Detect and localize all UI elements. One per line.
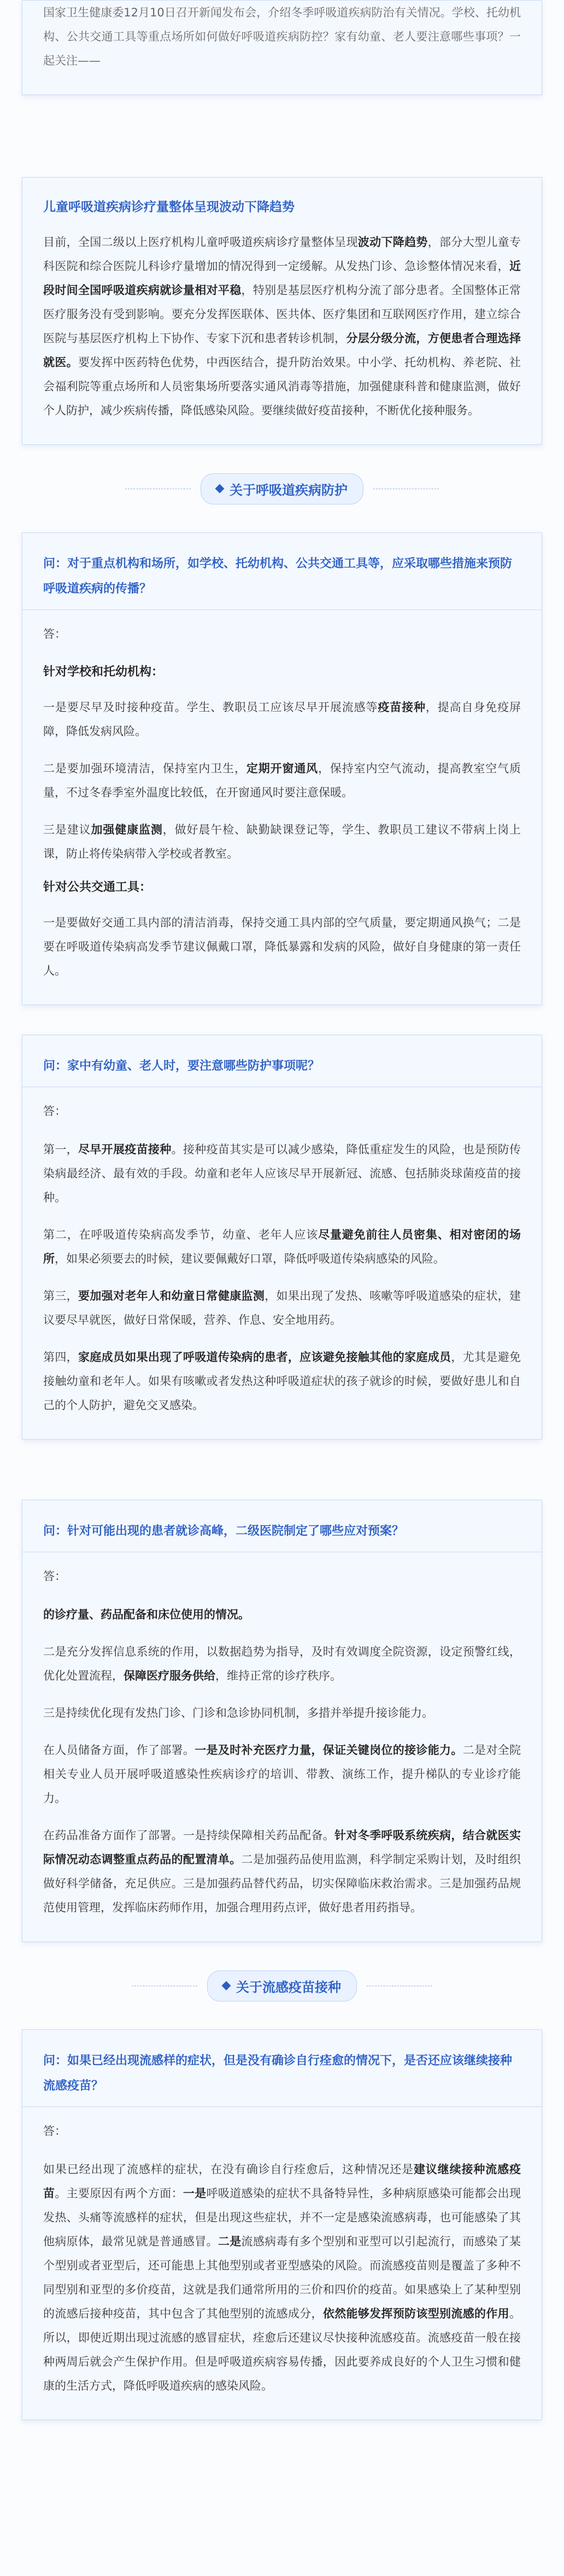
intro-card <box>22 0 542 95</box>
answer-paragraph <box>43 818 521 866</box>
answer-paragraph <box>43 1823 521 1920</box>
text-span: ，维持正常的诊疗秩序。 <box>215 1669 342 1682</box>
bold-span: 加强健康监测 <box>91 823 163 836</box>
diamond-icon <box>215 484 225 494</box>
bold-span: 一是 <box>183 2187 207 2200</box>
text-span: 。所以，即使近期出现过流感的感冒症状，痊愈后还建议尽快接种流感疫苗。流感疫苗一般在接种两周后就会产生保护作用。但是呼吸道疾病容易传播，因此要养成良好的个人卫生习惯和健康的生活方式，降低呼吸道疾病的感染风险。 <box>43 2307 521 2392</box>
trend-heading: 儿童呼吸道疾病诊疗量整体呈现波动下降趋势 <box>43 200 295 214</box>
answer-label: 答： <box>43 1105 66 1118</box>
answer-paragraph <box>43 1137 521 1210</box>
text-span: 如果已经出现了流感样的症状，在没有确诊自行痊愈后，这种情况还是 <box>43 2163 414 2176</box>
text-span: 流感病毒有多个型别和亚型可以引起流行，而感染了某个型别或者亚型后，还可能患上其他型别或者亚型感染的风险。而流感疫苗则是覆盖了多种不同型别和亚型的多价疫苗，这就是我们通常所用的三价和四价的疫苗。如果感染上了某种型别的流感后接种疫苗，其中包含了其他型别的流感成分， <box>43 2235 521 2320</box>
bold-span: 一是及时补充医疗力量，保证关键岗位的接诊能力。 <box>195 1744 463 1757</box>
bold-span: 保障医疗服务供给 <box>124 1669 215 1682</box>
answer-label: 答： <box>43 1570 66 1583</box>
answer-paragraph <box>43 756 521 805</box>
answer-paragraph: 三是持续优化现有发热门诊、门诊和急诊协同机制，多措并举提升接诊能力。 <box>43 1706 433 1720</box>
answer-paragraph: 一是要做好交通工具内部的清洁消毒，保持交通工具内部的空气质量，要定期通风换气；二是要在呼吸道传染病高发季节建议佩戴口罩，降低暴露和发病的风险，做好自身健康的第一责任人。 <box>43 916 521 977</box>
section-banner-protection <box>0 445 564 532</box>
answer-label: 答： <box>43 2125 66 2138</box>
text-span: 第三， <box>43 1289 78 1302</box>
banner-pill <box>201 473 363 504</box>
bold-span: 尽早开展疫苗接种 <box>78 1143 172 1156</box>
bold-span: 尽量避免前往人员密集、相对密闭的场所 <box>43 1228 521 1265</box>
text-span: ，做好晨午检、缺勤缺课登记等，学生、教职员工建议不带病上岗上课，防止将传染病带入学校或者教室。 <box>43 823 521 860</box>
section-banner-vaccine <box>0 1942 564 2029</box>
text-span: ，如果必须要去的时候，建议要佩戴好口罩，降低呼吸道传染病感染的风险。 <box>55 1252 445 1265</box>
answer-paragraph <box>43 1345 521 1417</box>
intro-text: 国家卫生健康委12月10日召开新闻发布会，介绍冬季呼吸道疾病防治有关情况。学校、托幼机构、公共交通工具等重点场所如何做好呼吸道疾病防控？家有幼童、老人要注意哪些事项？一起关注—— <box>43 6 521 67</box>
text-span: 二是加强药品使用监测，科学制定采购计划，及时组织做好科学储备，充足供应。三是加强药品替代药品，切实保障临床救治需求。三是加强药品规范使用管理，发挥临床药师作用，加强合理用药点评，做好患者用药指导。 <box>43 1853 521 1914</box>
text-span: 呼吸道感染的症状不具备特异性，多种病原感染可能都会出现发热、头痛等流感样的症状，但是出现这些症状，并不一定是感染流感病毒，也可能感染了其他病原体，最常见就是普通感冒。 <box>43 2187 521 2248</box>
answer-paragraph <box>43 1738 521 1810</box>
spacer <box>0 2420 564 2458</box>
answer-paragraph: 的诊疗量、药品配备和床位使用的情况。 <box>43 1608 250 1621</box>
spacer <box>0 1440 564 1500</box>
bold-span: 近段时间全国呼吸道疾病就诊量相对平稳 <box>43 260 521 297</box>
text-span: ，提高自身免疫屏障，降低发病风险。 <box>43 701 521 738</box>
divider <box>22 2106 542 2107</box>
text-span: ，部分大型儿童专科医院和综合医院儿科诊疗量增加的情况得到一定缓解。从发热门诊、急诊整体情况来看， <box>43 236 521 273</box>
bold-span: 定期开窗通风 <box>246 762 319 775</box>
qa-card-family <box>22 1035 542 1440</box>
text-span: 。接种疫苗其实是可以减少感染，降低重症发生的风险，也是预防传染病最经济、最有效的手段。幼童和老年人应该尽早开展新冠、流感、包括肺炎球菌疫苗的接种。 <box>43 1143 521 1204</box>
spacer <box>0 95 564 177</box>
bold-span: 家庭成员如果出现了呼吸道传染病的患者，应该避免接触其他的家庭成员 <box>78 1351 451 1364</box>
text-span: 二是对全院相关专业人员开展呼吸道感染性疾病诊疗的培训、带教、演练工作，提升梯队的专业诊疗能力。 <box>43 1744 521 1805</box>
text-span: ，特别是基层医疗机构分流了部分患者。全国整体正常医疗服务没有受到影响。要充分发挥医联体、医共体、医疗集团和互联网医疗作用，建立综合医院与基层医疗机构上下协作、专家下沉和患者转诊机制， <box>43 284 521 345</box>
qa-card-vaccine <box>22 2029 542 2420</box>
answer-paragraph <box>43 2157 521 2398</box>
text-span: 一是要尽早及时接种疫苗。学生、教职员工应该尽早开展流感等 <box>43 701 378 714</box>
text-span: ，尤其是避免接触幼童和老年人。如果有咳嗽或者发热这种呼吸道症状的孩子就诊的时候，要做好患儿和自己的个人防护，避免交叉感染。 <box>43 1351 521 1412</box>
text-span: 目前，全国二级以上医疗机构儿童呼吸道疾病诊疗量整体呈现 <box>43 236 358 249</box>
bold-span: 二是 <box>218 2235 242 2248</box>
text-span: 在人员储备方面，作了部署。 <box>43 1744 195 1757</box>
text-span: 第一， <box>43 1143 78 1156</box>
subsection-heading: 针对公共交通工具： <box>43 881 152 894</box>
answer-paragraph <box>43 1223 521 1271</box>
banner-pill <box>207 1970 357 2002</box>
qa-card-institutions <box>22 532 542 1005</box>
answer-paragraph <box>43 695 521 743</box>
diamond-icon <box>222 1981 231 1991</box>
bold-span: 针对冬季呼吸系统疾病，结合就医实际情况动态调整重点药品的配置清单。 <box>43 1829 521 1866</box>
bold-span: 建议继续接种流感疫苗 <box>43 2163 521 2200</box>
trend-paragraph <box>43 230 521 423</box>
bold-span: 要加强对老年人和幼童日常健康监测 <box>78 1289 265 1302</box>
text-span: 二是充分发挥信息系统的作用，以数据趋势为指导，及时有效调度全院资源，设定预警红线，优化处置流程， <box>43 1645 521 1682</box>
divider <box>22 609 542 610</box>
banner-title: 关于呼吸道疾病防护 <box>230 482 348 498</box>
text-span: 要发挥中医药特色优势，中西医结合，提升防治效果。中小学、托幼机构、养老院、社会福利院等重点场所和人员密集场所要落实通风消毒等措施，加强健康科普和健康监测，做好个人防护，减少疾病传播，降低感染风险。要继续做好疫苗接种，不断优化接种服务。 <box>43 356 521 417</box>
text-span: 在药品准备方面作了部署。一是持续保障相关药品配备。 <box>43 1829 335 1842</box>
qa-card-hospitals <box>22 1500 542 1942</box>
question-text: 问：家中有幼童、老人时，要注意哪些防护事项呢？ <box>43 1059 320 1073</box>
trend-card <box>22 177 542 445</box>
text-span: 。主要原因有两个方面： <box>55 2187 183 2200</box>
text-span: ，如果出现了发热、咳嗽等呼吸道感染的症状，建议要尽早就医，做好日常保暖，营养、作息、安全地用药。 <box>43 1289 521 1327</box>
text-span: 第四， <box>43 1351 78 1364</box>
banner-title: 关于流感疫苗接种 <box>236 1979 341 1995</box>
bold-span: 疫苗接种 <box>378 701 426 714</box>
bold-span: 分层分级分流，方便患者合理选择就医。 <box>43 332 521 369</box>
bold-span: 依然能够发挥预防该型别流感的作用 <box>322 2307 510 2320</box>
answer-label: 答： <box>43 627 66 641</box>
answer-paragraph <box>43 1640 521 1688</box>
bold-span: 波动下降趋势 <box>357 236 428 249</box>
text-span: 三是建议 <box>43 823 91 836</box>
text-span: 第二，在呼吸道传染病高发季节，幼童、老年人应该 <box>43 1228 319 1241</box>
subsection-heading: 针对学校和托幼机构： <box>43 665 164 679</box>
question-text: 问：针对可能出现的患者就诊高峰，二级医院制定了哪些应对预案？ <box>43 1524 404 1538</box>
text-span: 二是要加强环境清洁，保持室内卫生， <box>43 762 246 775</box>
question-text: 问：如果已经出现流感样的症状，但是没有确诊自行痊愈的情况下，是否还应该继续接种流感疫苗？ <box>43 2054 513 2093</box>
text-span: ，保持室内空气流动，提高教室空气质量，不过冬春季室外温度比较低，在开窗通风时要注意保暖。 <box>43 762 521 799</box>
answer-paragraph <box>43 1284 521 1332</box>
question-text: 问：对于重点机构和场所，如学校、托幼机构、公共交通工具等，应采取哪些措施来预防呼吸道疾病的传播？ <box>43 557 513 596</box>
